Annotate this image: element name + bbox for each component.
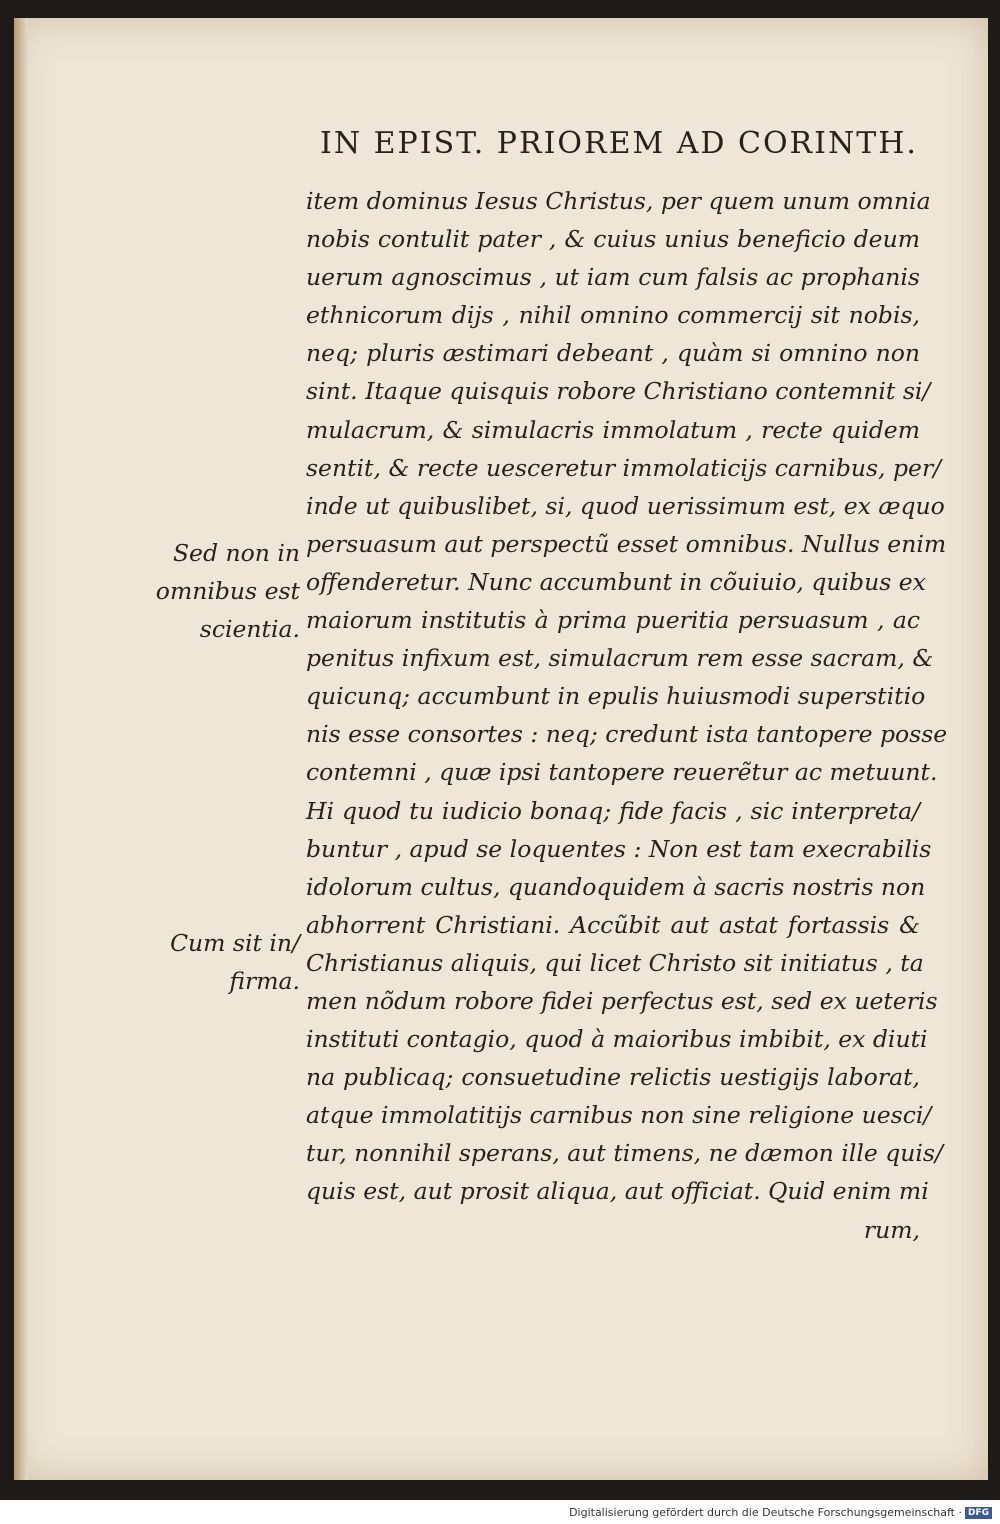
text-line: sentit, & recte uesceretur immolaticijs carnibus, per/ [306, 453, 942, 482]
text-line: persuasum aut perspectũ esset omnibus. Nullus enim [306, 529, 947, 558]
text-line: inde ut quibuslibet, si, quod uerissimum est, ex æquo [306, 491, 945, 520]
text-line: sint. Itaque quisquis robore Christiano contemnit si/ [306, 377, 931, 406]
dfg-logo: DFG [965, 1507, 992, 1519]
text-line: nobis contulit pater , & cuius unius beneficio deum [306, 225, 920, 254]
text-line: penitus infixum est, simulacrum rem esse sacram, & [306, 644, 934, 673]
text-line: Hi quod tu iudicio bonaq; fide facis , sic interpreta/ [306, 796, 920, 825]
text-line: nis esse consortes : neq; credunt ista tantopere posse [306, 720, 948, 749]
text-line: quis est, aut prosit aliqua, aut officiat. Quid enim mi [306, 1177, 929, 1206]
page-gutter-edge [14, 18, 28, 1480]
text-line: idolorum cultus, quandoquidem à sacris nostris non [306, 872, 926, 901]
text-line: buntur , apud se loquentes : Non est tam execrabilis [306, 834, 932, 863]
credit-text: Digitalisierung gefördert durch die Deutsche Forschungsgemeinschaft · [569, 1506, 962, 1519]
main-text-block [306, 182, 948, 1249]
margin-note-line: Sed non in [172, 539, 300, 567]
text-line: instituti contagio, quod à maioribus imbibit, ex diuti [306, 1025, 928, 1054]
digitization-credit [569, 1506, 992, 1519]
text-line: abhorrent Christiani. Accũbit aut astat fortassis & [306, 910, 920, 939]
margin-note-line: Cum sit in/ [170, 929, 300, 957]
text-line: quicunq; accumbunt in epulis huiusmodi superstitio [306, 682, 926, 711]
margin-note-line: omnibus est [155, 577, 300, 605]
text-line: tur, nonnihil sperans, aut timens, ne dæmon ille quis/ [306, 1139, 943, 1168]
text-line: offenderetur. Nunc accumbunt in cõuiuio, quibus ex [306, 567, 926, 596]
text-line: contemni , quæ ipsi tantopere reuerẽtur ac metuunt. [306, 758, 938, 787]
margin-note-infirma [150, 924, 300, 1000]
margin-note-line: scientia. [199, 615, 300, 643]
text-line: atque immolatitijs carnibus non sine religione uesci/ [306, 1101, 932, 1130]
text-line: ethnicorum dijs , nihil omnino commercij sit nobis, [306, 301, 920, 330]
text-line: na publicaq; consuetudine relictis uestigijs laborat, [306, 1063, 920, 1092]
text-line: Christianus aliquis, qui licet Christo sit initiatus , ta [306, 948, 924, 977]
catchword: rum, [863, 1215, 920, 1244]
text-line: men nõdum robore fidei perfectus est, sed ex ueteris [306, 986, 938, 1015]
running-title: IN EPIST. PRIOREM AD CORINTH. [320, 126, 918, 161]
text-line: uerum agnoscimus , ut iam cum falsis ac prophanis [306, 263, 920, 292]
text-line: maiorum institutis à prima pueritia persuasum , ac [306, 606, 920, 635]
text-line: mulacrum, & simulacris immolatum , recte quidem [306, 415, 920, 444]
text-line: item dominus Iesus Christus, per quem unum omnia [306, 187, 931, 215]
margin-note-scientia [150, 534, 300, 648]
text-line: neq; pluris æstimari debeant , quàm si omnino non [306, 339, 920, 368]
margin-note-line: firma. [229, 967, 300, 995]
